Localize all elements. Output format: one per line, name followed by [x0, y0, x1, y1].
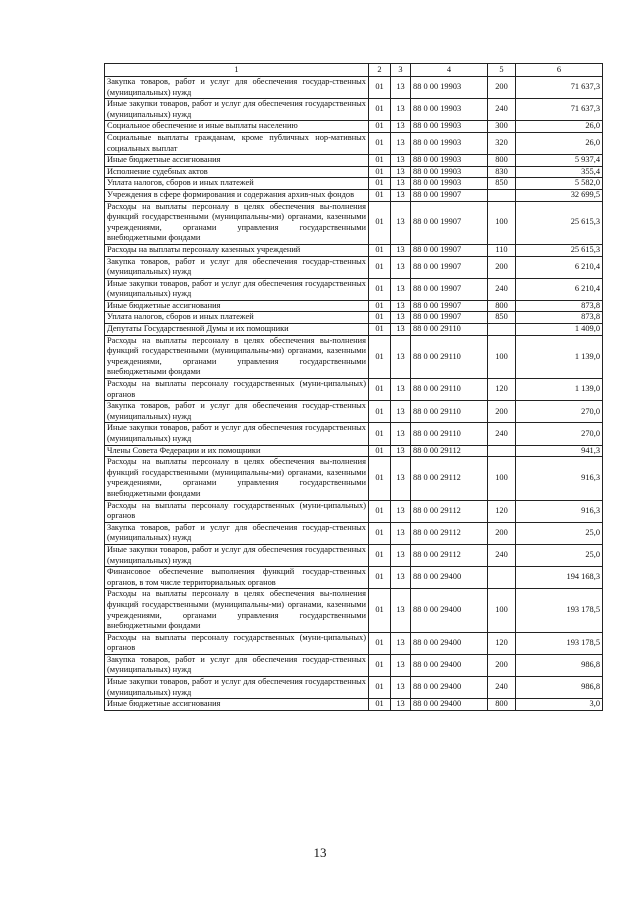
cell-amount: 6 210,4	[516, 278, 603, 300]
cell-section: 01	[369, 445, 391, 457]
cell-section: 01	[369, 423, 391, 445]
table-row	[105, 244, 603, 256]
cell-target-article: 88 0 00 29112	[411, 544, 488, 566]
cell-target-article: 88 0 00 29400	[411, 677, 488, 699]
header-col-6: 6	[516, 64, 603, 77]
cell-subsection: 13	[391, 699, 411, 711]
cell-subsection: 13	[391, 379, 411, 401]
cell-expense-type: 300	[488, 121, 516, 133]
cell-section: 01	[369, 189, 391, 201]
budget-table	[104, 63, 603, 711]
table-row	[105, 589, 603, 632]
cell-name: Иные закупки товаров, работ и услуг для обеспечения государственных (муниципальных) нужд	[105, 99, 369, 121]
cell-expense-type: 120	[488, 632, 516, 654]
cell-amount: 873,8	[516, 312, 603, 324]
cell-subsection: 13	[391, 544, 411, 566]
cell-section: 01	[369, 699, 391, 711]
cell-expense-type: 100	[488, 335, 516, 378]
cell-target-article: 88 0 00 19903	[411, 178, 488, 190]
table-row	[105, 699, 603, 711]
table-row	[105, 632, 603, 654]
cell-amount: 71 637,3	[516, 99, 603, 121]
cell-amount: 986,8	[516, 677, 603, 699]
table-row	[105, 166, 603, 178]
cell-name: Финансовое обеспечение выполнения функций государ-ственных органов, в том числе территориальных органов	[105, 567, 369, 589]
cell-expense-type: 100	[488, 589, 516, 632]
cell-expense-type	[488, 189, 516, 201]
cell-target-article: 88 0 00 19907	[411, 278, 488, 300]
cell-name: Расходы на выплаты персоналу в целях обеспечения вы-полнения функций государственными (муниципальны-ми) органами, казенными учреждениями, органами управления государственными внебюджетными фондами	[105, 201, 369, 244]
cell-section: 01	[369, 654, 391, 676]
cell-section: 01	[369, 300, 391, 312]
cell-amount: 25 615,3	[516, 201, 603, 244]
cell-target-article: 88 0 00 19903	[411, 155, 488, 167]
cell-name: Депутаты Государственной Думы и их помощники	[105, 324, 369, 336]
cell-target-article: 88 0 00 19907	[411, 244, 488, 256]
table-row	[105, 654, 603, 676]
cell-expense-type: 110	[488, 244, 516, 256]
cell-subsection: 13	[391, 155, 411, 167]
cell-subsection: 13	[391, 567, 411, 589]
cell-target-article: 88 0 00 19907	[411, 256, 488, 278]
cell-section: 01	[369, 457, 391, 500]
cell-subsection: 13	[391, 335, 411, 378]
table-row	[105, 300, 603, 312]
cell-subsection: 13	[391, 166, 411, 178]
cell-section: 01	[369, 244, 391, 256]
cell-name: Расходы на выплаты персоналу в целях обеспечения вы-полнения функций государственными (муниципальны-ми) органами, казенными учреждениями, органами управления государственными внебюджетными фондами	[105, 589, 369, 632]
cell-amount: 916,3	[516, 500, 603, 522]
cell-amount: 1 409,0	[516, 324, 603, 336]
table-row	[105, 121, 603, 133]
cell-subsection: 13	[391, 632, 411, 654]
table-row	[105, 379, 603, 401]
cell-expense-type: 800	[488, 300, 516, 312]
cell-amount: 25 615,3	[516, 244, 603, 256]
cell-name: Исполнение судебных актов	[105, 166, 369, 178]
cell-amount: 941,3	[516, 445, 603, 457]
cell-section: 01	[369, 132, 391, 154]
cell-subsection: 13	[391, 522, 411, 544]
page-number: 13	[313, 845, 327, 860]
cell-section: 01	[369, 155, 391, 167]
table-row	[105, 77, 603, 99]
header-col-3: 3	[391, 64, 411, 77]
cell-expense-type: 120	[488, 500, 516, 522]
cell-subsection: 13	[391, 300, 411, 312]
cell-expense-type: 850	[488, 312, 516, 324]
cell-expense-type: 240	[488, 423, 516, 445]
cell-amount: 5 937,4	[516, 155, 603, 167]
table-row	[105, 544, 603, 566]
cell-subsection: 13	[391, 401, 411, 423]
cell-subsection: 13	[391, 256, 411, 278]
cell-amount: 873,8	[516, 300, 603, 312]
cell-target-article: 88 0 00 19907	[411, 312, 488, 324]
cell-expense-type	[488, 445, 516, 457]
cell-target-article: 88 0 00 29400	[411, 632, 488, 654]
cell-amount: 71 637,3	[516, 77, 603, 99]
cell-expense-type: 850	[488, 178, 516, 190]
table-row	[105, 256, 603, 278]
table-row	[105, 567, 603, 589]
cell-target-article: 88 0 00 29110	[411, 423, 488, 445]
cell-amount: 5 582,0	[516, 178, 603, 190]
cell-name: Социальные выплаты гражданам, кроме публичных нор-мативных социальных выплат	[105, 132, 369, 154]
cell-target-article: 88 0 00 19903	[411, 166, 488, 178]
cell-target-article: 88 0 00 29112	[411, 445, 488, 457]
cell-name: Уплата налогов, сборов и иных платежей	[105, 312, 369, 324]
table-row	[105, 312, 603, 324]
cell-name: Расходы на выплаты персоналу государственных (муни-ципальных) органов	[105, 632, 369, 654]
cell-section: 01	[369, 500, 391, 522]
cell-expense-type: 240	[488, 544, 516, 566]
cell-name: Иные бюджетные ассигнования	[105, 699, 369, 711]
cell-amount: 270,0	[516, 401, 603, 423]
cell-amount: 355,4	[516, 166, 603, 178]
cell-target-article: 88 0 00 29400	[411, 589, 488, 632]
cell-section: 01	[369, 121, 391, 133]
cell-section: 01	[369, 589, 391, 632]
cell-amount: 25,0	[516, 522, 603, 544]
cell-expense-type: 320	[488, 132, 516, 154]
cell-target-article: 88 0 00 29400	[411, 699, 488, 711]
table-row	[105, 189, 603, 201]
cell-expense-type: 200	[488, 77, 516, 99]
cell-subsection: 13	[391, 589, 411, 632]
table-row	[105, 99, 603, 121]
cell-name: Иные закупки товаров, работ и услуг для обеспечения государственных (муниципальных) нужд	[105, 423, 369, 445]
cell-name: Иные закупки товаров, работ и услуг для обеспечения государственных (муниципальных) нужд	[105, 544, 369, 566]
cell-expense-type: 240	[488, 278, 516, 300]
cell-amount: 25,0	[516, 544, 603, 566]
cell-section: 01	[369, 567, 391, 589]
cell-expense-type: 200	[488, 256, 516, 278]
cell-target-article: 88 0 00 19903	[411, 99, 488, 121]
cell-name: Расходы на выплаты персоналу государственных (муни-ципальных) органов	[105, 500, 369, 522]
table-row	[105, 201, 603, 244]
table-row	[105, 677, 603, 699]
table-row	[105, 278, 603, 300]
cell-name: Закупка товаров, работ и услуг для обеспечения государ-ственных (муниципальных) нужд	[105, 256, 369, 278]
cell-subsection: 13	[391, 132, 411, 154]
header-col-1: 1	[105, 64, 369, 77]
cell-subsection: 13	[391, 312, 411, 324]
cell-target-article: 88 0 00 19903	[411, 77, 488, 99]
cell-subsection: 13	[391, 99, 411, 121]
cell-target-article: 88 0 00 29110	[411, 324, 488, 336]
cell-section: 01	[369, 677, 391, 699]
cell-expense-type: 100	[488, 457, 516, 500]
cell-expense-type	[488, 324, 516, 336]
cell-subsection: 13	[391, 445, 411, 457]
cell-target-article: 88 0 00 29112	[411, 522, 488, 544]
cell-name: Учреждения в сфере формирования и содержания архив-ных фондов	[105, 189, 369, 201]
cell-amount: 193 178,5	[516, 632, 603, 654]
cell-amount: 3,0	[516, 699, 603, 711]
cell-section: 01	[369, 166, 391, 178]
cell-amount: 916,3	[516, 457, 603, 500]
cell-name: Расходы на выплаты персоналу государственных (муни-ципальных) органов	[105, 379, 369, 401]
cell-name: Расходы на выплаты персоналу в целях обеспечения вы-полнения функций государственными (муниципальны-ми) органами, казенными учреждениями, органами управления государственными внебюджетными фондами	[105, 457, 369, 500]
cell-subsection: 13	[391, 121, 411, 133]
header-col-2: 2	[369, 64, 391, 77]
cell-expense-type: 200	[488, 401, 516, 423]
cell-expense-type: 240	[488, 677, 516, 699]
cell-name: Уплата налогов, сборов и иных платежей	[105, 178, 369, 190]
cell-amount: 26,0	[516, 121, 603, 133]
table-row	[105, 178, 603, 190]
cell-amount: 193 178,5	[516, 589, 603, 632]
cell-subsection: 13	[391, 77, 411, 99]
cell-name: Иные закупки товаров, работ и услуг для обеспечения государственных (муниципальных) нужд	[105, 677, 369, 699]
cell-target-article: 88 0 00 29400	[411, 567, 488, 589]
cell-expense-type: 100	[488, 201, 516, 244]
cell-section: 01	[369, 178, 391, 190]
cell-expense-type	[488, 567, 516, 589]
table-row	[105, 500, 603, 522]
cell-amount: 1 139,0	[516, 335, 603, 378]
cell-name: Иные бюджетные ассигнования	[105, 300, 369, 312]
cell-name: Иные закупки товаров, работ и услуг для обеспечения государственных (муниципальных) нужд	[105, 278, 369, 300]
cell-target-article: 88 0 00 19903	[411, 132, 488, 154]
cell-name: Социальное обеспечение и иные выплаты населению	[105, 121, 369, 133]
cell-expense-type: 800	[488, 155, 516, 167]
cell-section: 01	[369, 544, 391, 566]
cell-target-article: 88 0 00 29400	[411, 654, 488, 676]
cell-subsection: 13	[391, 654, 411, 676]
budget-table-body	[105, 64, 603, 711]
cell-subsection: 13	[391, 500, 411, 522]
cell-section: 01	[369, 256, 391, 278]
table-row	[105, 335, 603, 378]
cell-section: 01	[369, 335, 391, 378]
cell-name: Расходы на выплаты персоналу в целях обеспечения вы-полнения функций государственными (муниципальны-ми) органами, казенными учреждениями, органами управления государственными внебюджетными фондами	[105, 335, 369, 378]
header-col-5: 5	[488, 64, 516, 77]
cell-target-article: 88 0 00 29110	[411, 335, 488, 378]
cell-amount: 32 699,5	[516, 189, 603, 201]
cell-section: 01	[369, 278, 391, 300]
cell-section: 01	[369, 632, 391, 654]
cell-target-article: 88 0 00 29110	[411, 379, 488, 401]
cell-target-article: 88 0 00 19907	[411, 300, 488, 312]
cell-name: Члены Совета Федерации и их помощники	[105, 445, 369, 457]
cell-amount: 270,0	[516, 423, 603, 445]
cell-amount: 194 168,3	[516, 567, 603, 589]
table-row	[105, 155, 603, 167]
table-row	[105, 132, 603, 154]
table-row	[105, 401, 603, 423]
cell-section: 01	[369, 522, 391, 544]
cell-section: 01	[369, 77, 391, 99]
cell-amount: 26,0	[516, 132, 603, 154]
cell-subsection: 13	[391, 423, 411, 445]
cell-section: 01	[369, 401, 391, 423]
cell-target-article: 88 0 00 29112	[411, 500, 488, 522]
cell-name: Закупка товаров, работ и услуг для обеспечения государ-ственных (муниципальных) нужд	[105, 77, 369, 99]
cell-subsection: 13	[391, 278, 411, 300]
table-row	[105, 324, 603, 336]
cell-amount: 1 139,0	[516, 379, 603, 401]
cell-section: 01	[369, 324, 391, 336]
cell-section: 01	[369, 201, 391, 244]
cell-subsection: 13	[391, 189, 411, 201]
cell-name: Закупка товаров, работ и услуг для обеспечения государ-ственных (муниципальных) нужд	[105, 401, 369, 423]
cell-expense-type: 200	[488, 522, 516, 544]
table-row	[105, 423, 603, 445]
cell-target-article: 88 0 00 29110	[411, 401, 488, 423]
cell-section: 01	[369, 99, 391, 121]
cell-amount: 6 210,4	[516, 256, 603, 278]
budget-page	[104, 63, 602, 711]
cell-subsection: 13	[391, 178, 411, 190]
cell-target-article: 88 0 00 29112	[411, 457, 488, 500]
cell-subsection: 13	[391, 201, 411, 244]
cell-subsection: 13	[391, 244, 411, 256]
cell-target-article: 88 0 00 19907	[411, 189, 488, 201]
table-row	[105, 445, 603, 457]
cell-expense-type: 240	[488, 99, 516, 121]
cell-name: Расходы на выплаты персоналу казенных учреждений	[105, 244, 369, 256]
cell-section: 01	[369, 379, 391, 401]
cell-subsection: 13	[391, 457, 411, 500]
cell-expense-type: 800	[488, 699, 516, 711]
table-row	[105, 522, 603, 544]
cell-expense-type: 120	[488, 379, 516, 401]
table-header-row	[105, 64, 603, 77]
table-row	[105, 457, 603, 500]
cell-section: 01	[369, 312, 391, 324]
header-col-4: 4	[411, 64, 488, 77]
cell-name: Закупка товаров, работ и услуг для обеспечения государ-ственных (муниципальных) нужд	[105, 654, 369, 676]
cell-subsection: 13	[391, 324, 411, 336]
cell-expense-type: 200	[488, 654, 516, 676]
cell-subsection: 13	[391, 677, 411, 699]
cell-name: Иные бюджетные ассигнования	[105, 155, 369, 167]
cell-amount: 986,8	[516, 654, 603, 676]
cell-target-article: 88 0 00 19903	[411, 121, 488, 133]
cell-target-article: 88 0 00 19907	[411, 201, 488, 244]
cell-expense-type: 830	[488, 166, 516, 178]
cell-name: Закупка товаров, работ и услуг для обеспечения государ-ственных (муниципальных) нужд	[105, 522, 369, 544]
